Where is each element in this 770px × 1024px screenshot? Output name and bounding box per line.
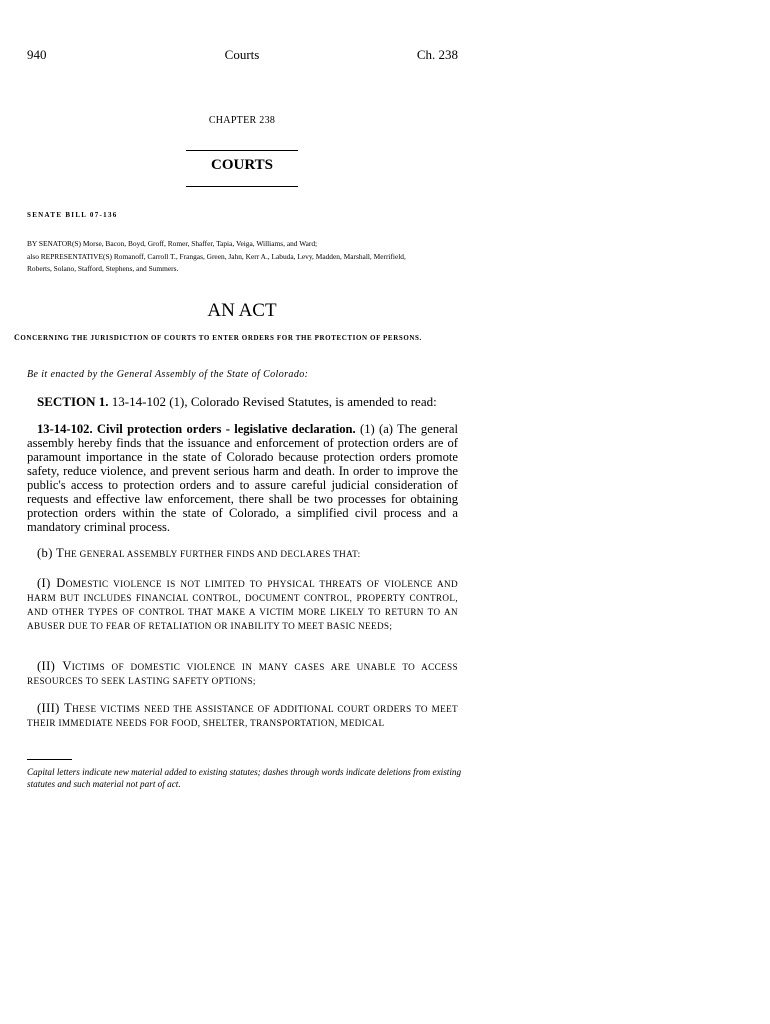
- paragraph-iii-text: HESE VICTIMS NEED THE ASSISTANCE OF ADDITIONAL COURT ORDERS TO MEET THEIR IMMEDIATE NEEDS FOR FOOD, SHELTER, TRANSPORTATION, MEDICAL: [27, 704, 458, 728]
- paragraph-i: [27, 576, 458, 633]
- section-1-label: SECTION 1.: [37, 394, 109, 409]
- enacting-clause: Be it enacted by the General Assembly of the State of Colorado:: [27, 369, 309, 380]
- footnote-rule: [27, 759, 72, 760]
- paragraph-ii-text: ICTIMS OF DOMESTIC VIOLENCE IN MANY CASES ARE UNABLE TO ACCESS RESOURCES TO SEEK LASTING SAFETY OPTIONS;: [27, 662, 458, 686]
- paragraph-1a-text: (1) (a) The general assembly hereby finds that the issuance and enforcement of protection orders are of paramount importance in the state of Colorado because protection orders promote safety, reduce violence, and prevent serious harm and death. In order to improve the public's access to protection orders and to assure careful judicial consideration of requests and effective law enforcement, there shall be two processes for obtaining protection orders within the state of Colorado, a simplified civil process and a mandatory criminal process.: [27, 422, 458, 534]
- running-title: Courts: [224, 47, 260, 62]
- section-1-text: 13-14-102 (1), Colorado Revised Statutes, is amended to read:: [108, 394, 437, 409]
- paragraph-b: [37, 546, 458, 561]
- paragraph-ii-lead: (II) V: [37, 659, 72, 673]
- doc-title: COURTS: [211, 157, 273, 173]
- sponsors-line-2: also REPRESENTATIVE(S) Romanoff, Carroll T., Frangas, Green, Jahn, Kerr A., Labuda, Levy, Madden, Marshall, Merrifield,: [27, 252, 406, 261]
- paragraph-b-text: HE GENERAL ASSEMBLY FURTHER FINDS AND DECLARES THAT:: [64, 549, 361, 559]
- page-number: 940: [27, 47, 47, 62]
- paragraph-iii-lead: (III) T: [37, 701, 73, 715]
- paragraph-i-text: OMESTIC VIOLENCE IS NOT LIMITED TO PHYSICAL THREATS OF VIOLENCE AND HARM BUT INCLUDES FINANCIAL CONTROL, DOCUMENT CONTROL, PROPERTY CONTROL, AND OTHER TYPES OF CONTROL THAT MAKE A VICTIM MORE LIKELY TO RETURN TO AN ABUSER DUE TO FEAR OF RETALIATION OR INABILITY TO MEET BASIC NEEDS;: [27, 579, 458, 631]
- title-rule-top: [186, 150, 298, 151]
- concerning-rest: ONCERNING THE JURISDICTION OF COURTS TO ENTER ORDERS FOR THE PROTECTION OF PERSONS.: [20, 334, 422, 342]
- paragraph-i-lead: (I) D: [37, 576, 66, 590]
- section-1-heading: [37, 394, 437, 410]
- concerning-clause: [14, 333, 474, 342]
- paragraph-iii: [27, 701, 458, 730]
- paragraph-ii: [27, 659, 458, 688]
- statute-heading: 13-14-102. Civil protection orders - legislative declaration.: [37, 422, 356, 436]
- paragraph-b-lead: (b) T: [37, 546, 65, 560]
- chapter-label: CHAPTER 238: [208, 115, 276, 126]
- bill-number: SENATE BILL 07-136: [27, 211, 118, 219]
- footnote: Capital letters indicate new material added to existing statutes; dashes through words indicate deletions from existing statutes and such material not part of act.: [27, 767, 462, 789]
- concerning-initial: C: [14, 333, 21, 342]
- sponsors-line-1: BY SENATOR(S) Morse, Bacon, Boyd, Groff, Romer, Shaffer, Tapia, Veiga, Williams, and Ward;: [27, 239, 318, 248]
- paragraph-1a: [27, 422, 458, 534]
- title-rule-bottom: [186, 186, 298, 187]
- sponsors-line-3: Roberts, Solano, Stafford, Stephens, and Summers.: [27, 264, 179, 273]
- act-heading: AN ACT: [207, 300, 277, 321]
- chapter-reference: Ch. 238: [416, 47, 458, 62]
